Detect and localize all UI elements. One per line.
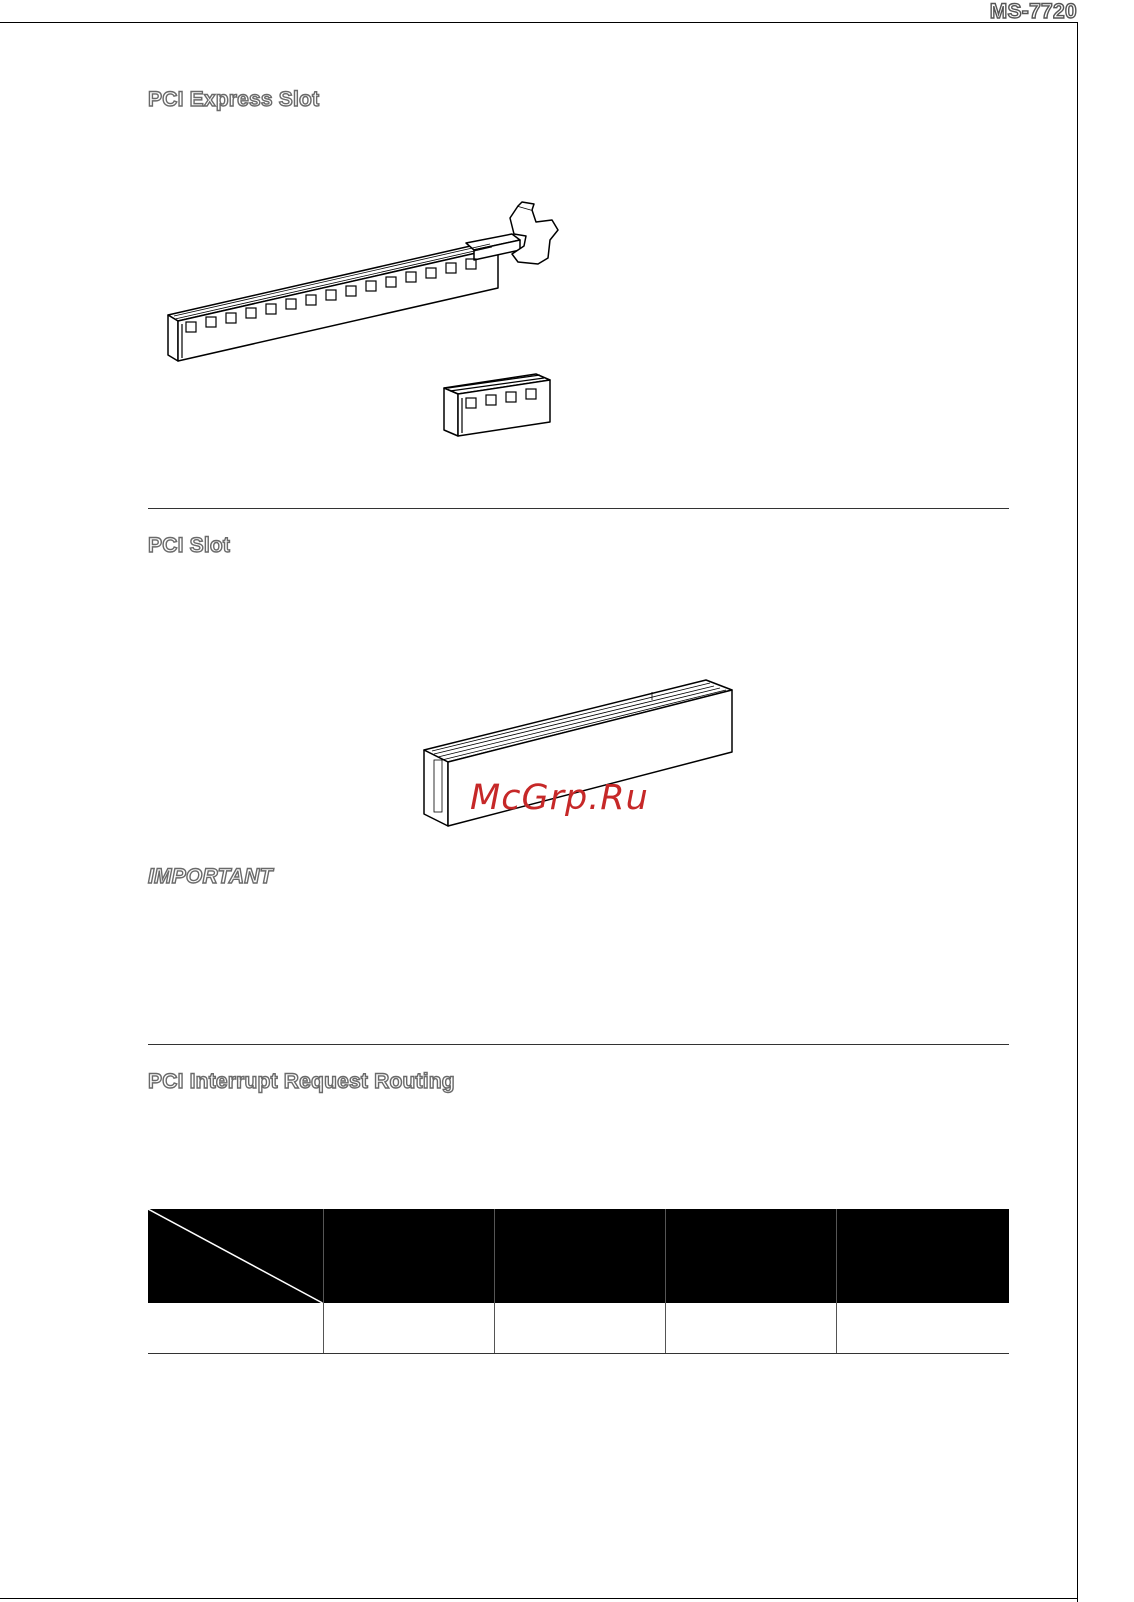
table-header-cell [323,1209,494,1303]
table-cell [494,1303,665,1354]
table-header-cell [836,1209,1009,1303]
table-cell [836,1303,1009,1354]
pci-slot-heading: PCI Slot [148,534,231,557]
pcie-slot-heading: PCI Express Slot [148,88,320,111]
diagonal-divider [148,1209,323,1303]
table-cell [323,1303,494,1354]
table-corner-cell [148,1209,323,1303]
section-divider [148,508,1009,509]
table-header-cell [665,1209,836,1303]
page-frame-right [1077,22,1078,1602]
section-divider [148,1044,1009,1045]
irq-routing-table [148,1209,1009,1354]
page-frame-top [0,22,1078,23]
table-header-cell [494,1209,665,1303]
important-heading: IMPORTANT [148,865,273,888]
table-cell [148,1303,323,1354]
table-header-row [148,1209,1009,1303]
pcie-x16-slot-illustration [160,200,580,370]
table-row [148,1303,1009,1354]
watermark-text: McGrp.Ru [470,778,649,818]
table-cell [665,1303,836,1354]
page-frame-bottom [0,1598,1078,1599]
pcie-x1-slot-illustration [440,370,560,440]
model-number: MS-7720 [989,0,1077,23]
irq-routing-heading: PCI Interrupt Request Routing [148,1070,455,1093]
